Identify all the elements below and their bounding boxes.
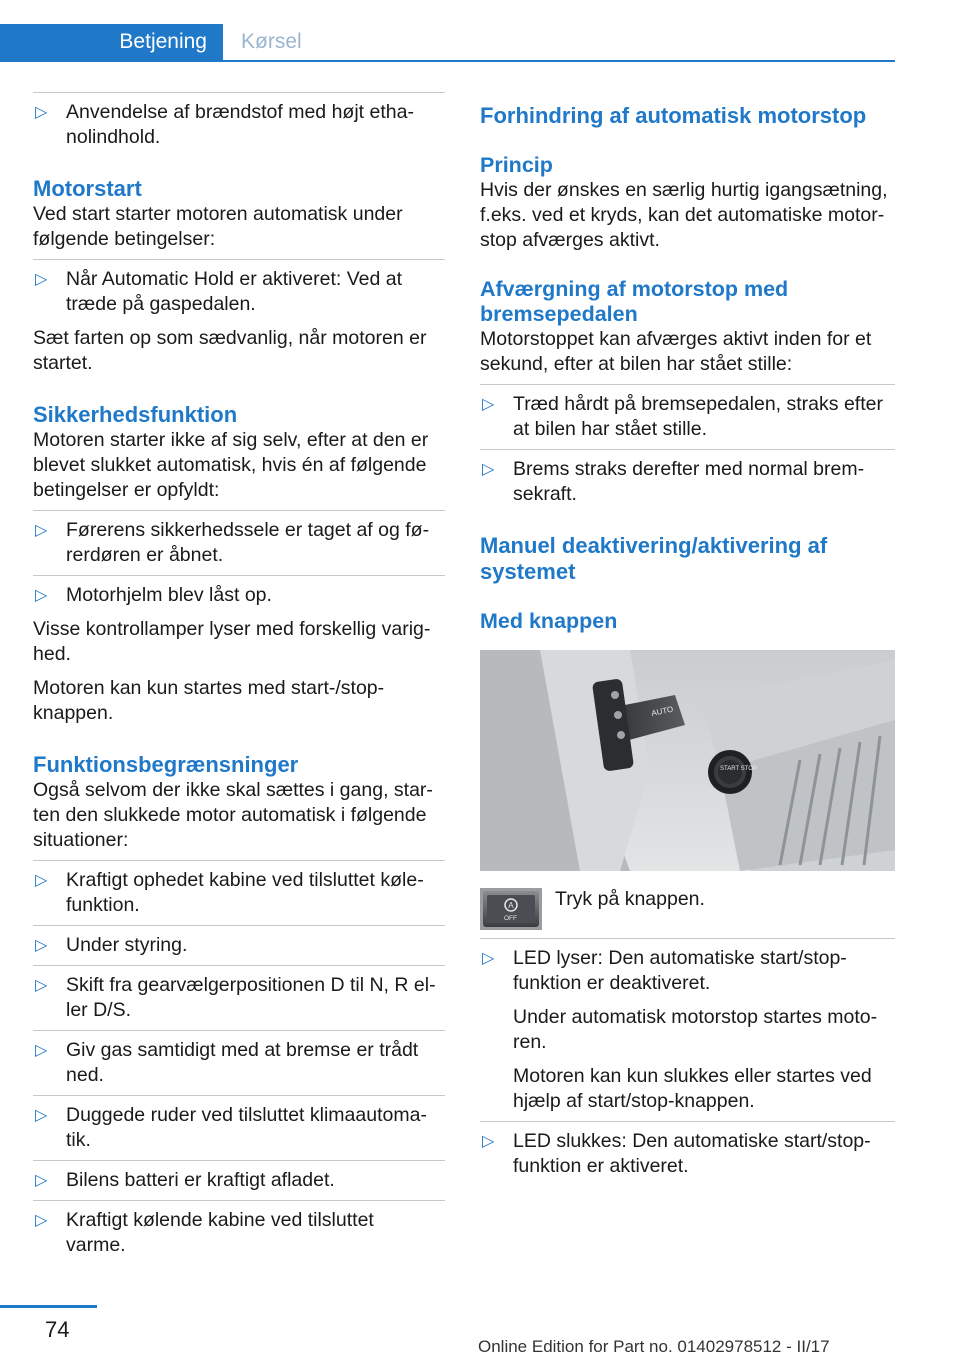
paragraph: Motoren starter ikke af sig selv, efter at den er blevet slukket automatisk, hvis én af følgende betingelser er opfyldt: — [33, 429, 429, 501]
bullet-triangle-icon: ▷ — [35, 1107, 48, 1124]
stalk-label: AUTO — [650, 704, 675, 718]
dashboard-photo — [480, 650, 895, 871]
auto-start-stop-off-icon — [480, 888, 542, 930]
bullet-triangle-icon: ▷ — [35, 587, 48, 604]
heading-brake: Afværgning af motorstop med bremsepedalen — [480, 277, 789, 326]
list-item-text: Under styring. — [66, 934, 188, 956]
right-column-led — [480, 946, 895, 1179]
footer-rule — [0, 1305, 97, 1308]
list-item — [480, 392, 895, 442]
start-stop-label: START STOP — [720, 766, 757, 772]
list-item — [33, 868, 443, 918]
list-item-ethanol — [33, 100, 443, 150]
list-item-led-on — [480, 946, 895, 1114]
list-item — [480, 457, 895, 507]
edition-footer: Online Edition for Part no. 01402978512 - II/17 — [478, 1337, 830, 1356]
bullet-triangle-icon: ▷ — [35, 104, 48, 121]
list-item-text: LED lyser: Den automatiske start/stop- funktion er deaktiveret. — [513, 947, 847, 994]
list-item-text: Anvendelse af brændstof med højt etha- nolindhold. — [66, 101, 414, 148]
heading-limits: Funktionsbegrænsninger — [33, 752, 299, 777]
bullet-triangle-icon: ▷ — [35, 977, 48, 994]
list-item-text: Kraftigt kølende kabine ved tilsluttet varme. — [66, 1209, 374, 1256]
right-column — [480, 100, 895, 634]
bullet-triangle-icon: ▷ — [35, 271, 48, 288]
heading-motorstart: Motorstart — [33, 176, 142, 201]
bullet-triangle-icon: ▷ — [35, 1212, 48, 1229]
heading-manual: Manuel deaktivering/aktivering af systemet — [480, 533, 828, 584]
list-item-text: Førerens sikkerhedssele er taget af og fø- rerdøren er åbnet. — [66, 519, 430, 566]
paragraph: Ved start starter motoren automatisk under følgende betingelser: — [33, 203, 403, 250]
bullet-triangle-icon: ▷ — [35, 522, 48, 539]
list-item — [33, 973, 443, 1023]
list-item-text: Bilens batteri er kraftigt afladet. — [66, 1169, 335, 1191]
list-item — [33, 933, 443, 958]
page-number: 74 — [45, 1317, 70, 1342]
paragraph: Motorstoppet kan afværges aktivt inden for et sekund, efter at bilen har stået stille: — [480, 328, 872, 375]
list-item-text: Brems straks derefter med normal brem- sekraft. — [513, 458, 865, 505]
header-divider — [0, 60, 895, 62]
list-item-belt — [33, 518, 443, 568]
list-item — [33, 1103, 443, 1153]
paragraph: Visse kontrollamper lyser med forskellig varig- hed. — [33, 618, 431, 665]
list-item-text: Giv gas samtidigt med at bremse er trådt ned. — [66, 1039, 419, 1086]
list-item-hood — [33, 583, 443, 608]
chapter-tabs — [0, 24, 895, 62]
list-item — [33, 1038, 443, 1088]
bullet-triangle-icon: ▷ — [35, 1172, 48, 1189]
paragraph: Hvis der ønskes en særlig hurtig igangsætning, f.eks. ved et kryds, kan det automatiske motor- stop afværges aktivt. — [480, 179, 888, 251]
list-item-text: Duggede ruder ved tilsluttet klimaautoma- tik. — [66, 1104, 427, 1151]
list-item-text: Når Automatic Hold er aktiveret: Ved at træde på gaspedalen. — [66, 268, 402, 315]
bullet-triangle-icon: ▷ — [482, 1133, 495, 1150]
paragraph: Også selvom der ikke skal sættes i gang, star- ten den slukkede motor automatisk i følgende situationer: — [33, 779, 433, 851]
bullet-triangle-icon: ▷ — [482, 396, 495, 413]
list-item-subtext: Motoren kan kun slukkes eller startes ved hjælp af start/stop-knappen. — [513, 1065, 872, 1112]
list-item-text: Motorhjelm blev låst op. — [66, 584, 272, 606]
auto-start-stop-button-image — [480, 888, 542, 930]
list-item-text: Træd hårdt på bremsepedalen, straks efter at bilen har stået stille. — [513, 393, 883, 440]
tab-betjening[interactable]: Betjening — [0, 24, 223, 60]
bullet-triangle-icon: ▷ — [482, 950, 495, 967]
list-item-text: LED slukkes: Den automatiske start/stop- funktion er aktiveret. — [513, 1130, 871, 1177]
heading-safety: Sikkerhedsfunktion — [33, 402, 238, 427]
bullet-triangle-icon: ▷ — [35, 872, 48, 889]
list-item-autohold — [33, 267, 443, 317]
list-item — [33, 1168, 443, 1193]
list-item-text: Kraftigt ophedet kabine ved tilsluttet køle- funktion. — [66, 869, 424, 916]
heading-prevent-stop: Forhindring af automatisk motorstop — [480, 103, 867, 128]
list-item-subtext: Under automatisk motorstop startes moto- ren. — [513, 1006, 878, 1053]
heading-principle: Princip — [480, 153, 553, 177]
left-column — [33, 100, 443, 1258]
paragraph: Motoren kan kun startes med start-/stop- knappen. — [33, 677, 385, 724]
bullet-triangle-icon: ▷ — [482, 461, 495, 478]
bullet-triangle-icon: ▷ — [35, 1042, 48, 1059]
press-button-text: Tryk på knappen. — [555, 888, 705, 910]
bullet-triangle-icon: ▷ — [35, 937, 48, 954]
list-item — [33, 1208, 443, 1258]
paragraph: Sæt farten op som sædvanlig, når motoren er startet. — [33, 327, 427, 374]
tab-korsel[interactable]: Kørsel — [241, 30, 302, 53]
list-item-led-off — [480, 1129, 895, 1179]
dashboard-illustration — [480, 650, 895, 871]
start-stop-button-icon — [708, 750, 752, 794]
svg-text:A: A — [508, 901, 514, 910]
heading-with-button: Med knappen — [480, 609, 618, 633]
svg-text:OFF: OFF — [504, 915, 517, 922]
list-item-text: Skift fra gearvælgerpositionen D til N, R el- ler D/S. — [66, 974, 436, 1021]
